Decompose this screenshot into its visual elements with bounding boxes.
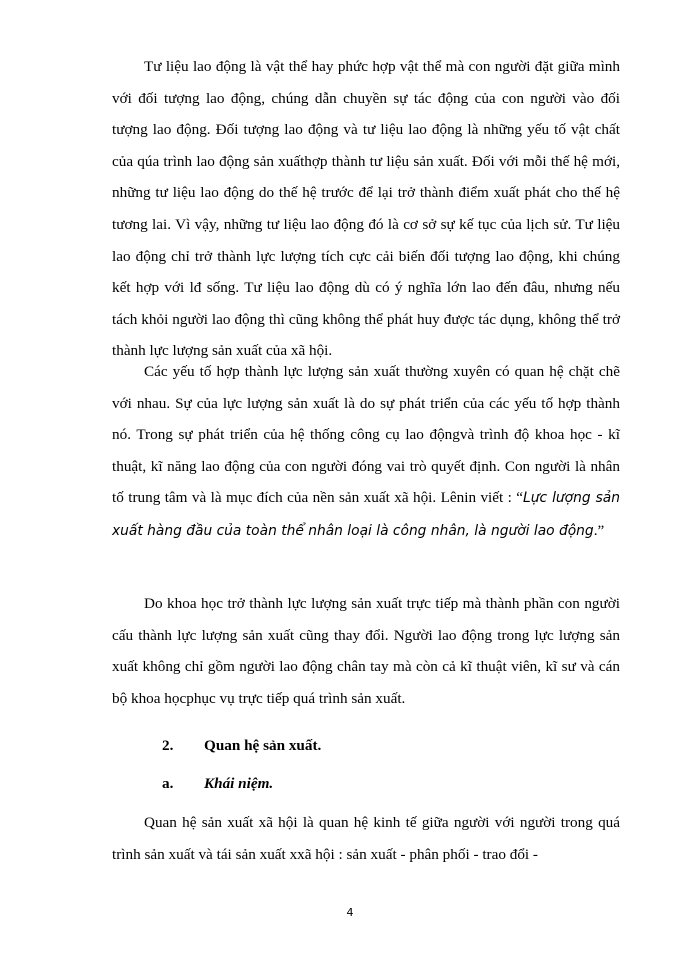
paragraph-text: Do khoa học trở thành lực lượng sản xuất trực tiếp mà thành phần con người cấu thành lực lượng sản xuất cũng thay đổi. Người lao động trong lực lượng sản xuất không chỉ gồm người lao động chân tay mà còn cả kĩ thuật viên, kĩ sư và cán bộ khoa họcphục vụ trực tiếp quá trình sản xuất. — [112, 595, 620, 707]
subsection-title: Khái niệm. — [204, 775, 274, 792]
paragraph-text: Quan hệ sản xuất xã hội là quan hệ kinh tế giữa người với người trong quá trình sản xuất và tái sản xuất xxã hội : sản xuất - phân phối - trao đổi - — [112, 814, 620, 863]
quote-close: .” — [593, 521, 605, 539]
paragraph-text — [112, 356, 620, 548]
paragraph-relations — [112, 807, 620, 870]
paragraph-labor-tools — [112, 51, 620, 367]
page-number: 4 — [346, 906, 354, 919]
section-title: Quan hệ sản xuất. — [204, 737, 322, 754]
paragraph-science — [112, 588, 620, 714]
paragraph-body: Các yếu tố hợp thành lực lượng sản xuất thường xuyên có quan hệ chặt chẽ với nhau. Sự của lực lượng sản xuất là do sự phát triển của các yếu tố hợp thành nó. Trong sự phát triển của hệ thống công cụ lao độngvà trình độ khoa học - kĩ thuật, kĩ năng lao động của con người đóng vai trò quyết định. Con người là nhân tố trung tâm và là mục đích của nền sản xuất xã hội. Lênin viết : “ — [112, 363, 620, 507]
section-number: 2. — [162, 737, 174, 754]
paragraph-production-forces — [112, 356, 620, 548]
subsection-heading — [162, 774, 273, 794]
subsection-number: a. — [162, 775, 174, 792]
section-heading — [162, 736, 321, 756]
lenin-quote: Lực lượng sản xuất hàng đầu của toàn thể nhân loại là công nhân, là người lao động — [112, 490, 620, 539]
paragraph-text: Tư liệu lao động là vật thể hay phức hợp vật thể mà con người đặt giữa mình với đối tượng lao động, chúng dẫn chuyền sự tác động của con người vào đối tượng lao động. Đối tượng lao động và tư liệu lao động là những yếu tố vật chất của qúa trình lao động sản xuấthợp thành tư liệu sản xuất. Đối với mỗi thế hệ mới, những tư liệu lao động do thế hệ trước để lại trở thành điểm xuất phát cho thế hệ tương lai. Vì vậy, những tư liệu lao động đó là cơ sở sự kế tục của lịch sử. Tư liệu lao động chỉ trở thành lực lượng tích cực cải biến đối tượng lao động, khi chúng kết hợp với lđ sống. Tư liệu lao động dù có ý nghĩa lớn lao đến đâu, nhưng nếu tách khỏi người lao động thì cũng không thể phát huy được tác dụng, không thể trở thành lực lượng sản xuất của xã hội. — [112, 58, 620, 360]
